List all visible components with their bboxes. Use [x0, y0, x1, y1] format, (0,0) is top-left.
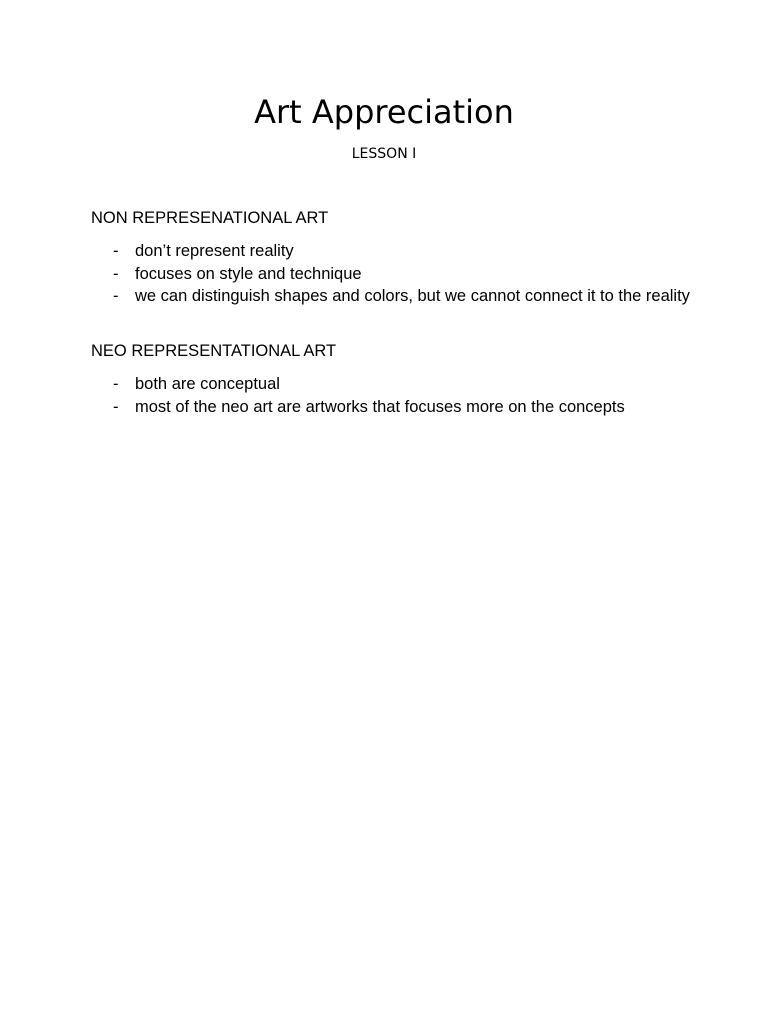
- list-item-text: focuses on style and technique: [135, 264, 362, 283]
- bullet-marker: -: [113, 264, 119, 283]
- list-item-text: don’t represent reality: [135, 242, 294, 260]
- list-item-text: both are conceptual: [135, 375, 280, 393]
- bullet-marker: -: [113, 287, 119, 305]
- bullet-list: [91, 240, 691, 308]
- bullet-marker: -: [113, 397, 119, 416]
- list-item-text: most of the neo art are artworks that focuses more on the concepts: [135, 397, 625, 416]
- section-heading: NON REPRESENATIONAL ART: [91, 209, 329, 227]
- list-item: [91, 373, 691, 396]
- list-item-text: we can distinguish shapes and colors, but we cannot connect it to the reality: [135, 287, 690, 305]
- list-item: [91, 396, 691, 419]
- list-item: [91, 240, 691, 263]
- document-subtitle: LESSON I: [351, 146, 417, 162]
- document-title: Art Appreciation: [254, 93, 514, 131]
- list-item: [91, 263, 691, 286]
- section-heading: NEO REPRESENTATIONAL ART: [91, 342, 337, 360]
- bullet-list: [91, 373, 691, 418]
- bullet-marker: -: [113, 375, 119, 393]
- bullet-marker: -: [113, 242, 119, 260]
- list-item: [91, 285, 691, 308]
